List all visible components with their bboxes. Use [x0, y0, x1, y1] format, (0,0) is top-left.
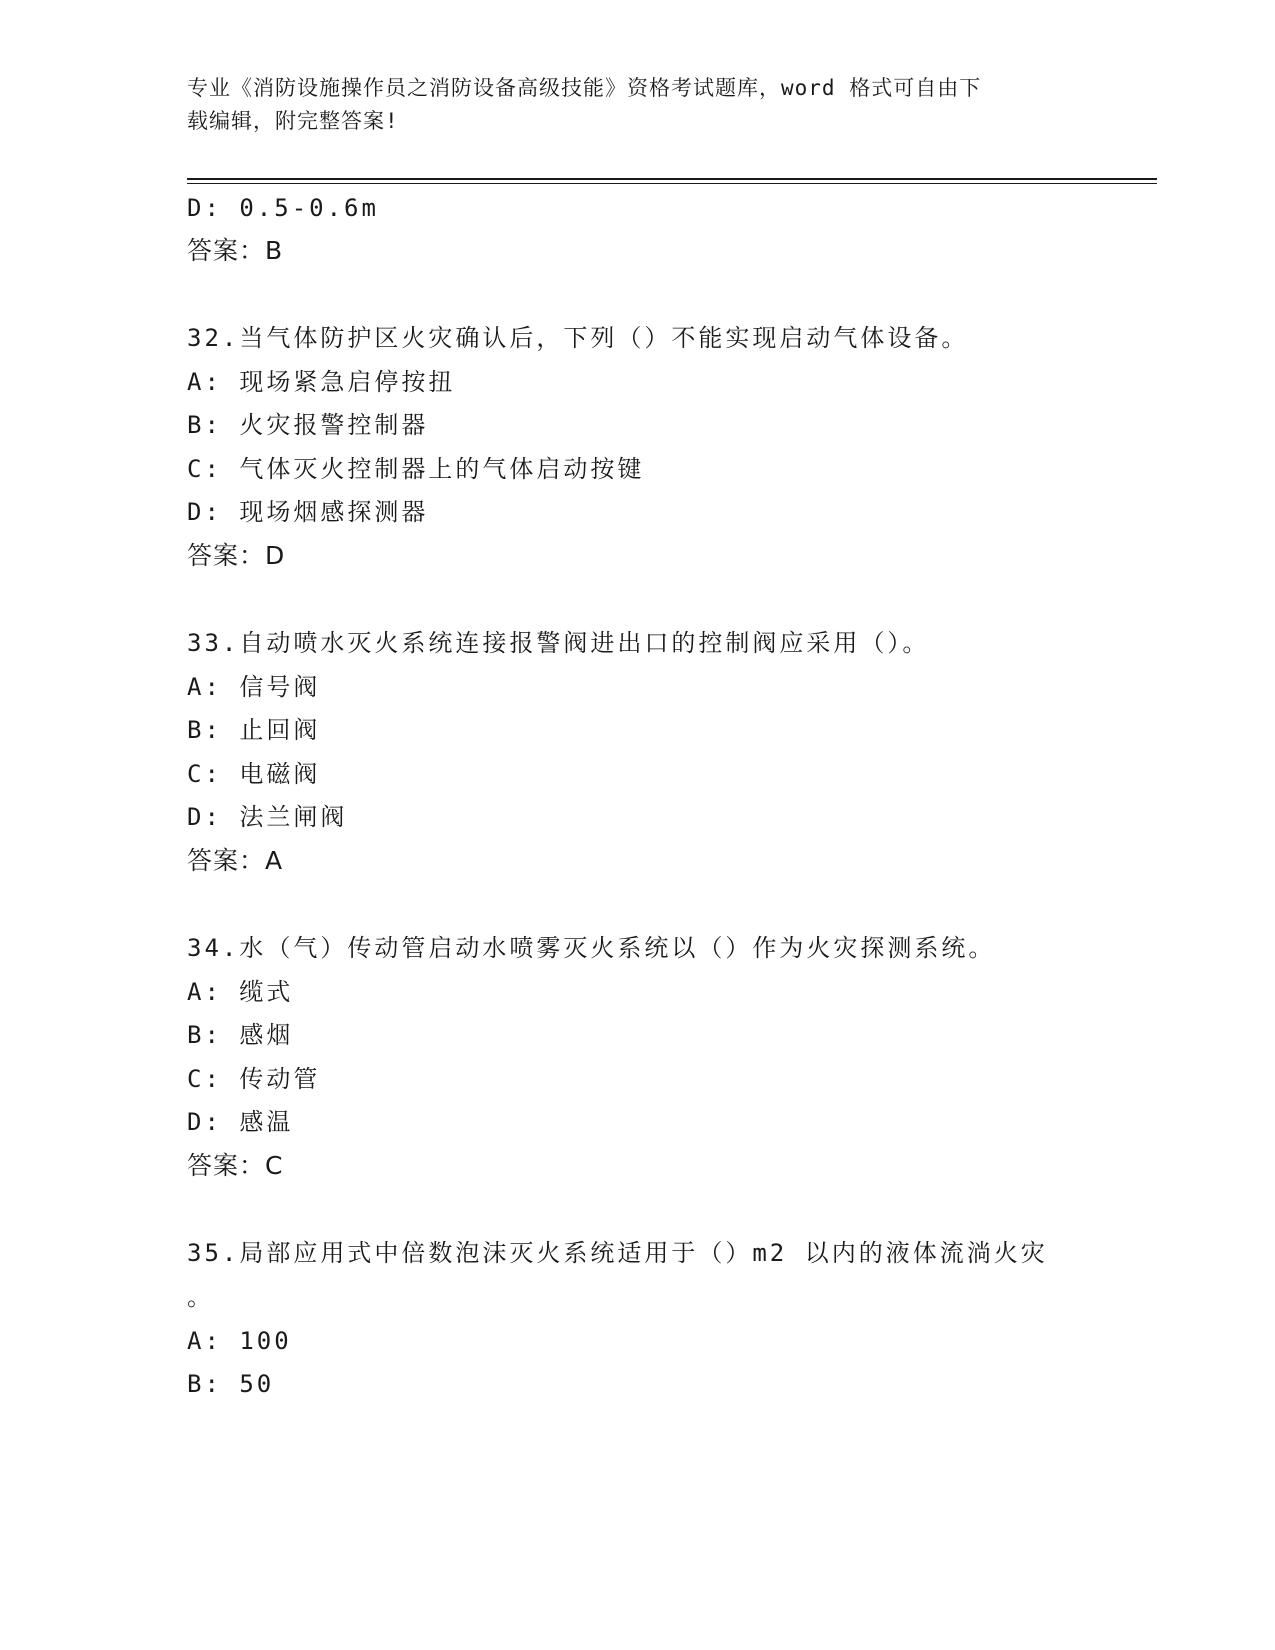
q34-option-a: A: 缆式: [187, 978, 294, 1006]
q32-option-d: D: 现场烟感探测器: [187, 498, 429, 526]
q34-option-c: C: 传动管: [187, 1065, 321, 1093]
q33-option-d: D: 法兰闸阀: [187, 803, 348, 831]
q34-answer: 答案：C: [187, 1151, 284, 1180]
option-d: D: 0.5-0.6m: [187, 194, 379, 222]
header-rule-thick: [187, 178, 1157, 180]
q33-option-c: C: 电磁阀: [187, 760, 321, 788]
question-34: 34.水（气）传动管启动水喷雾灭火系统以（）作为火灾探测系统。: [187, 934, 996, 962]
page-header: [187, 72, 1087, 138]
q32-option-b: B: 火灾报警控制器: [187, 411, 429, 439]
answer: 答案：B: [187, 236, 284, 265]
question-35-continued: 。: [187, 1283, 214, 1311]
q32-option-a: A: 现场紧急启停按扭: [187, 368, 456, 396]
header-rule-thin: [187, 183, 1157, 184]
header-line-1: 专业《消防设施操作员之消防设备高级技能》资格考试题库，word 格式可自由下: [187, 76, 982, 100]
q35-option-a: A: 100: [187, 1327, 292, 1355]
question-35: 35.局部应用式中倍数泡沫灭火系统适用于（）m2 以内的液体流淌火灾: [187, 1239, 1048, 1267]
question-33: 33.自动喷水灭火系统连接报警阀进出口的控制阀应采用（）。: [187, 629, 930, 657]
q32-answer: 答案：D: [187, 541, 286, 570]
q33-option-a: A: 信号阀: [187, 673, 321, 701]
q32-option-c: C: 气体灭火控制器上的气体启动按键: [187, 455, 645, 483]
q33-answer: 答案：A: [187, 846, 284, 875]
q34-option-d: D: 感温: [187, 1108, 294, 1136]
q34-option-b: B: 感烟: [187, 1021, 294, 1049]
header-line-2: 载编辑，附完整答案!: [187, 109, 399, 133]
question-32: 32.当气体防护区火灾确认后，下列（）不能实现启动气体设备。: [187, 324, 969, 352]
q35-option-b: B: 50: [187, 1370, 275, 1398]
q33-option-b: B: 止回阀: [187, 716, 321, 744]
